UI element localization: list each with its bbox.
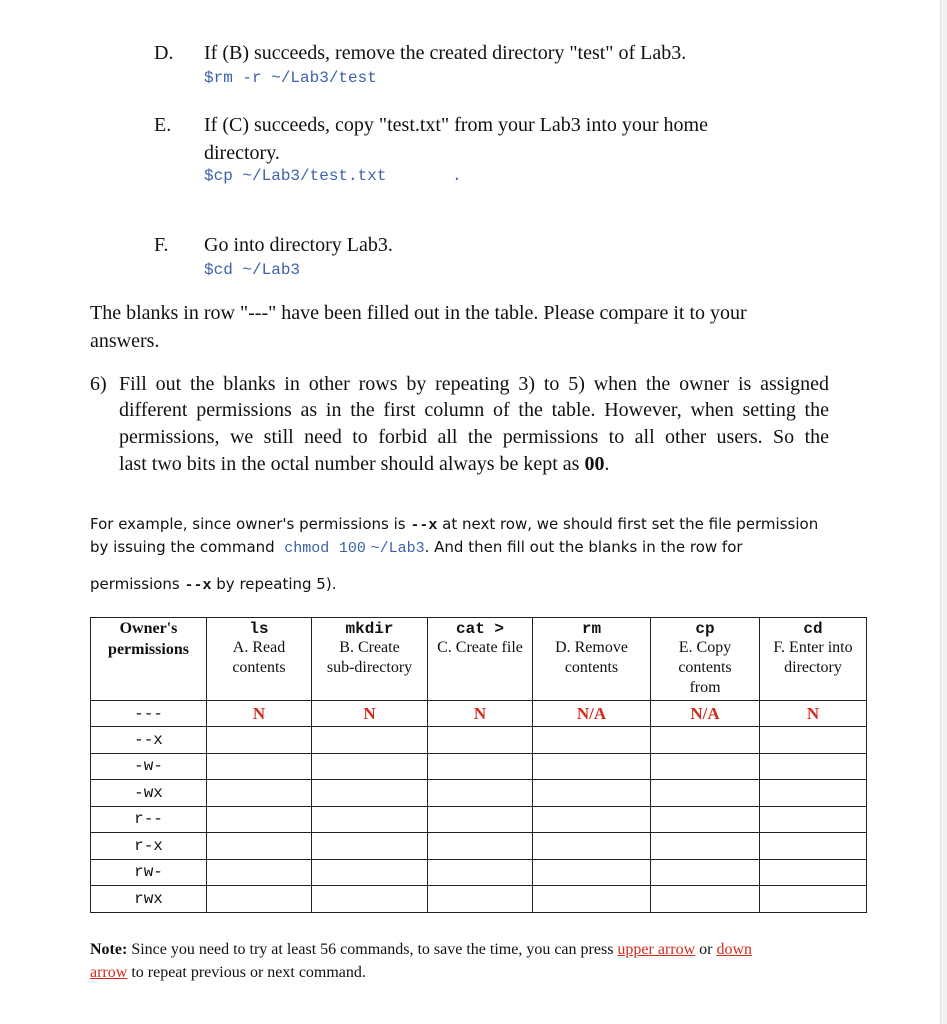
- answer-cell[interactable]: [428, 753, 533, 780]
- answer-cell[interactable]: [207, 859, 312, 886]
- table-row: [91, 806, 867, 833]
- step-e-command-dot: .: [452, 167, 462, 185]
- header-mkdir-desc1: B. Create: [339, 639, 400, 656]
- answer-cell[interactable]: [533, 833, 651, 860]
- item6-line4-bold: 00: [584, 453, 605, 475]
- step-e-text-line1: If (C) succeeds, copy "test.txt" from your Lab3 into your home: [204, 114, 708, 136]
- step-f-text: Go into directory Lab3.: [204, 234, 393, 256]
- header-owner-permissions: [91, 618, 207, 701]
- answer-cell[interactable]: [533, 806, 651, 833]
- answer-cell[interactable]: [651, 780, 760, 807]
- header-cp: [651, 618, 760, 701]
- answer-cell[interactable]: [312, 886, 428, 913]
- header-cd-desc1: F. Enter into: [773, 639, 853, 656]
- answer-cell[interactable]: [533, 780, 651, 807]
- answer-cell[interactable]: [428, 806, 533, 833]
- note-label: Note:: [90, 941, 128, 958]
- answer-cell[interactable]: [312, 833, 428, 860]
- example-l3-text-b: by repeating 5).: [211, 575, 337, 593]
- step-d-letter: D.: [154, 42, 174, 64]
- answer-cell[interactable]: [312, 780, 428, 807]
- table-row: [91, 780, 867, 807]
- example-l2-chmod: chmod: [284, 540, 330, 557]
- header-ls: [207, 618, 312, 701]
- header-owner-line1: Owner's: [119, 620, 178, 637]
- header-rm-desc2: contents: [564, 659, 619, 676]
- table-row: [91, 727, 867, 754]
- example-line3: [90, 557, 336, 594]
- header-cat-desc1: C. Create file: [437, 639, 523, 656]
- permission-cell: r-x: [91, 833, 207, 860]
- answer-cell[interactable]: [651, 859, 760, 886]
- answer-cell[interactable]: [207, 701, 312, 727]
- answer-cell[interactable]: [533, 701, 651, 727]
- blanks-note-line1: The blanks in row "---" have been filled out in the table. Please compare it to your: [90, 302, 747, 324]
- header-rm: [533, 618, 651, 701]
- answer-cell[interactable]: [207, 806, 312, 833]
- answer-cell[interactable]: [651, 806, 760, 833]
- answer-cell[interactable]: [651, 753, 760, 780]
- answer-cell[interactable]: [760, 701, 867, 727]
- note-text1: Since you need to try at least 56 commands, to save the time, you can press: [127, 941, 618, 958]
- scrollbar[interactable]: [940, 0, 947, 1024]
- example-l2-text-a: by issuing the command: [90, 538, 280, 556]
- table-header-row: [91, 618, 867, 701]
- answer-value: N: [252, 703, 266, 723]
- table-row: [91, 859, 867, 886]
- answer-value: N/A: [690, 703, 720, 723]
- step-f-letter: F.: [154, 234, 169, 256]
- example-l1-code: --x: [410, 517, 438, 534]
- answer-cell[interactable]: [533, 886, 651, 913]
- item6-line4-suffix: .: [604, 453, 610, 475]
- answer-cell[interactable]: [760, 753, 867, 780]
- answer-cell[interactable]: [651, 886, 760, 913]
- step-d-command: $rm -r ~/Lab3/test: [204, 69, 377, 87]
- table-row: [91, 833, 867, 860]
- header-ls-desc1: A. Read: [232, 639, 286, 656]
- example-line2: [90, 520, 743, 557]
- bottom-note: [90, 938, 850, 984]
- answer-cell[interactable]: [533, 859, 651, 886]
- note-text3: to repeat previous or next command.: [127, 964, 366, 981]
- permission-cell: rw-: [91, 859, 207, 886]
- answer-cell[interactable]: [760, 859, 867, 886]
- header-cd-cmd: cd: [803, 620, 823, 638]
- answer-cell[interactable]: [312, 701, 428, 727]
- permission-cell: ---: [91, 701, 207, 727]
- answer-cell[interactable]: [760, 727, 867, 754]
- header-rm-desc1: D. Remove: [555, 639, 628, 656]
- header-cp-cmd: cp: [695, 620, 715, 638]
- answer-cell[interactable]: [312, 753, 428, 780]
- table-row: [91, 701, 867, 727]
- item6-line4: [119, 453, 609, 476]
- permission-cell: rwx: [91, 886, 207, 913]
- header-mkdir-desc2: sub-directory: [326, 659, 413, 676]
- header-rm-cmd: rm: [581, 620, 602, 638]
- answer-cell[interactable]: [760, 833, 867, 860]
- header-cat: [428, 618, 533, 701]
- example-l1-text-a: For example, since owner's permissions is: [90, 515, 411, 533]
- answer-cell[interactable]: [207, 727, 312, 754]
- answer-cell[interactable]: [428, 833, 533, 860]
- answer-cell[interactable]: [428, 859, 533, 886]
- example-l2-path: ~/Lab3: [370, 540, 425, 557]
- example-l2-text-b: . And then fill out the blanks in the row for: [424, 538, 743, 556]
- step-d-text: If (B) succeeds, remove the created directory "test" of Lab3.: [204, 42, 687, 64]
- answer-cell[interactable]: [651, 833, 760, 860]
- answer-cell[interactable]: [207, 886, 312, 913]
- header-cp-desc2: contents: [678, 659, 732, 676]
- header-cat-cmd: cat >: [455, 620, 504, 638]
- header-mkdir-cmd: mkdir: [345, 620, 394, 638]
- upper-arrow-link[interactable]: upper arrow: [617, 941, 696, 958]
- answer-cell[interactable]: [428, 886, 533, 913]
- answer-cell[interactable]: [207, 753, 312, 780]
- step-f-command: $cd ~/Lab3: [204, 261, 301, 279]
- header-cd-desc2: directory: [784, 659, 842, 676]
- permission-cell: -w-: [91, 753, 207, 780]
- header-mkdir: [312, 618, 428, 701]
- header-cp-desc1: E. Copy: [678, 639, 732, 656]
- answer-cell[interactable]: [651, 727, 760, 754]
- step-e-letter: E.: [154, 114, 172, 136]
- answer-cell[interactable]: [207, 833, 312, 860]
- arrow-link[interactable]: arrow: [90, 964, 128, 981]
- item6-line4-prefix: last two bits in the octal number should always be kept as: [119, 453, 585, 475]
- answer-value: N: [363, 703, 376, 723]
- blanks-note-line2: answers.: [90, 330, 160, 352]
- answer-value: N/A: [576, 703, 607, 723]
- answer-value: N: [806, 703, 820, 723]
- answer-cell[interactable]: [533, 727, 651, 754]
- answer-cell[interactable]: [428, 780, 533, 807]
- table-body: [91, 701, 867, 913]
- header-ls-cmd: ls: [249, 620, 269, 638]
- item6-line1: Fill out the blanks in other rows by repeating 3) to 5) when the owner is assigned: [119, 373, 829, 395]
- step-e-command: $cp ~/Lab3/test.txt: [204, 167, 387, 185]
- note-text2: or: [695, 941, 717, 958]
- answer-cell[interactable]: [760, 806, 867, 833]
- item6-line2: different permissions as in the first column of the table. However, when setting the: [119, 399, 829, 421]
- header-ls-desc2: contents: [232, 659, 286, 676]
- answer-cell[interactable]: [312, 727, 428, 754]
- answer-cell[interactable]: [428, 727, 533, 754]
- answer-cell[interactable]: [760, 886, 867, 913]
- answer-cell[interactable]: [312, 806, 428, 833]
- answer-value: N: [473, 703, 487, 723]
- step-e-text-line2: directory.: [204, 142, 280, 164]
- item6-number: 6): [90, 373, 107, 395]
- permission-cell: -wx: [91, 780, 207, 807]
- answer-cell[interactable]: [428, 701, 533, 727]
- answer-cell[interactable]: [533, 753, 651, 780]
- answer-cell[interactable]: [312, 859, 428, 886]
- down-link[interactable]: down: [716, 941, 753, 958]
- permission-cell: r--: [91, 806, 207, 833]
- header-owner-line2: permissions: [108, 641, 189, 658]
- table-row: [91, 886, 867, 913]
- table-row: [91, 753, 867, 780]
- answer-cell[interactable]: [651, 701, 760, 727]
- header-cd: [760, 618, 867, 701]
- example-l3-text-a: permissions: [90, 575, 185, 593]
- header-cp-desc3: from: [689, 679, 721, 696]
- answer-cell[interactable]: [760, 780, 867, 807]
- example-l2-mode: 100: [338, 540, 366, 557]
- example-l3-code: --x: [184, 577, 212, 594]
- permission-cell: --x: [91, 727, 207, 754]
- item6-line3: permissions, we still need to forbid all the permissions to all other users. So the: [119, 426, 829, 448]
- answer-cell[interactable]: [207, 780, 312, 807]
- permissions-table: [90, 617, 867, 913]
- example-l1-text-b: at next row, we should first set the file permission: [437, 515, 819, 533]
